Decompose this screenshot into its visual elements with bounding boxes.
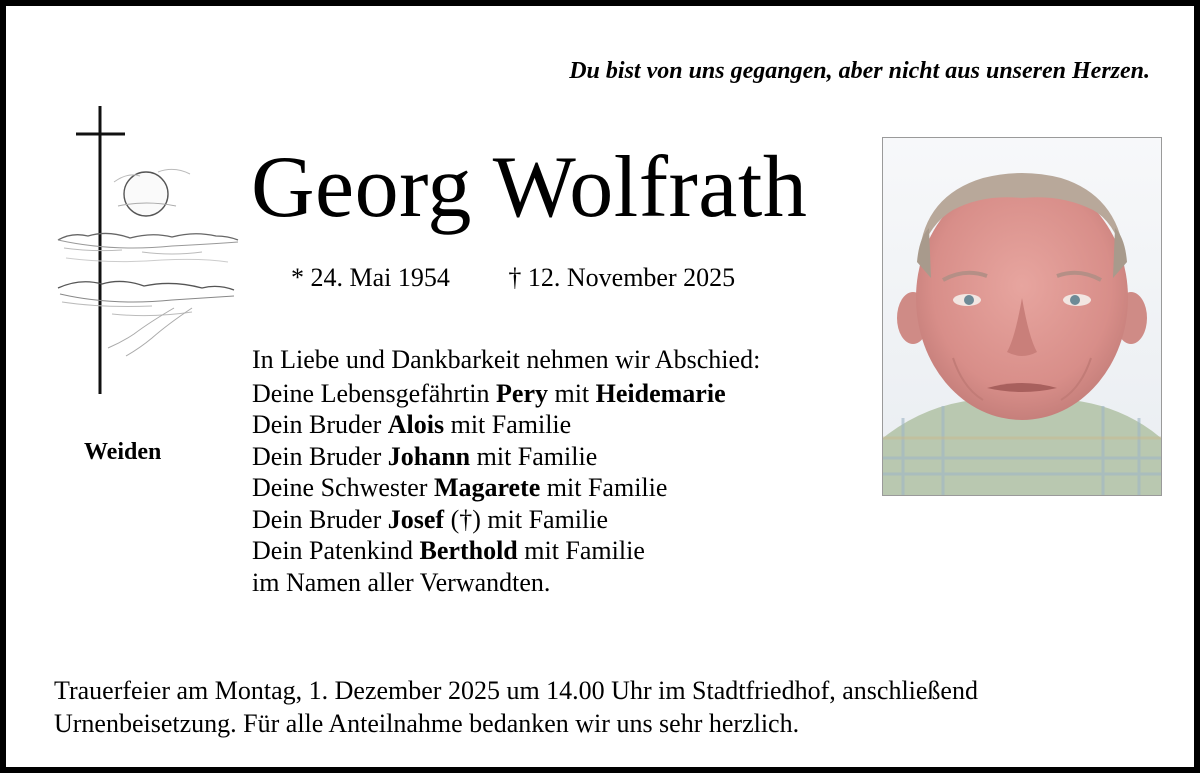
mourner-relation: Dein Patenkind [252,536,420,565]
mourner-name: Pery [496,378,548,408]
sun-icon [118,172,176,216]
birth-symbol: * [291,263,304,292]
mourner-line [252,504,760,536]
death-symbol: † [508,263,522,292]
portrait-illustration [883,138,1161,495]
mourner-suffix: (†) mit Familie [444,504,608,534]
mourner-suffix: mit Familie [470,441,598,471]
mourner-line [252,472,760,504]
mourner-name: Johann [387,441,471,471]
death-date: 12. November 2025 [527,263,736,292]
mourner-line [252,409,760,441]
mourner-relation: Dein Bruder [252,410,388,439]
mourner-name: Heidemarie [595,378,726,408]
portrait-photo [882,137,1162,496]
mourner-connector: mit [547,378,596,408]
mourner-name: Alois [387,410,445,439]
life-dates [291,263,735,293]
mourner-relation: Deine Schwester [252,473,434,502]
mourner-suffix: mit Familie [444,410,572,439]
funeral-notice-line-2: Urnenbeisetzung. Für alle Anteilnahme bedanken wir uns sehr herzlich. [54,709,800,738]
mourner-line [252,535,760,567]
deceased-name: Georg Wolfrath [251,139,808,236]
mourner-suffix: mit Familie [540,473,668,502]
place: Weiden [84,439,162,465]
mourner-relation: Deine Lebensgefährtin [252,378,497,408]
cross-sunset-illustration [52,102,242,402]
mourner-relation: Dein Bruder [252,441,388,471]
mourner-name: Josef [387,504,445,534]
mourner-line [252,441,760,473]
mourner-name: Berthold [419,536,518,565]
farewell-intro: In Liebe und Dankbarkeit nehmen wir Abschied: [252,345,761,374]
closing-line: im Namen aller Verwandten. [252,567,551,597]
birth-date: 24. Mai 1954 [310,263,450,292]
mourner-name: Magarete [433,473,541,502]
mourner-suffix: mit Familie [517,536,645,565]
funeral-notice [54,674,978,740]
motto: Du bist von uns gegangen, aber nicht aus unseren Herzen. [569,58,1150,84]
mourners-block [252,344,760,598]
funeral-notice-line-1: Trauerfeier am Montag, 1. Dezember 2025 um 14.00 Uhr im Stadtfriedhof, anschließend [54,676,978,705]
mourner-relation: Dein Bruder [252,504,388,534]
mourner-line [252,378,760,410]
